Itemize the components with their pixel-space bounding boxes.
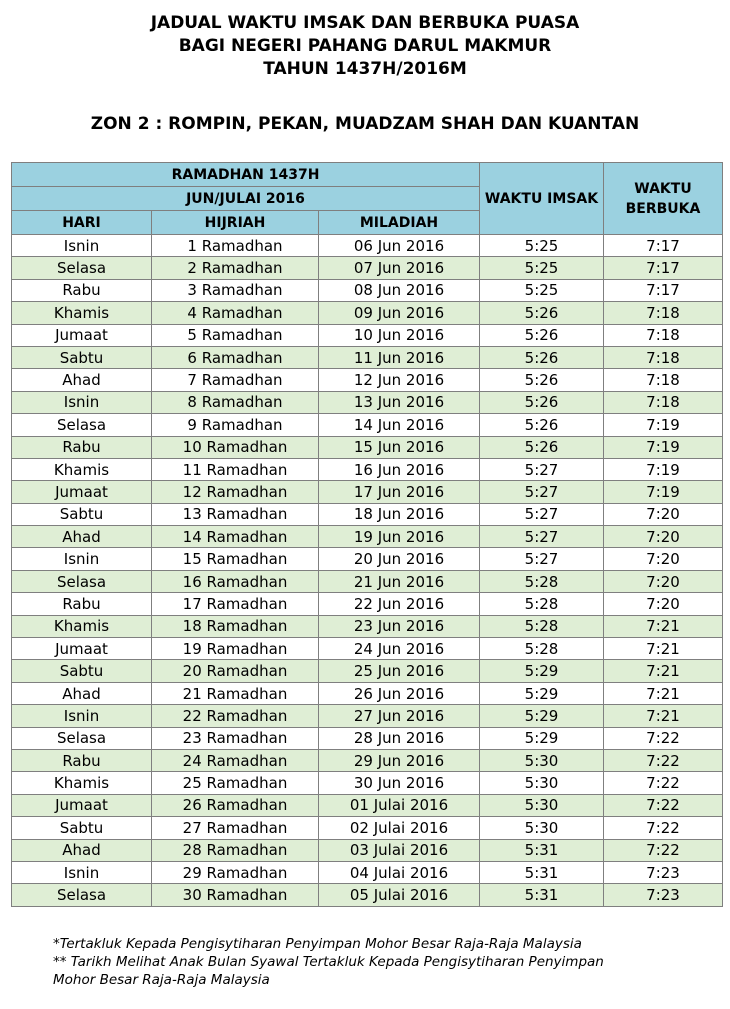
- hijriah-cell: 2 Ramadhan: [152, 257, 319, 279]
- hijriah-cell: 21 Ramadhan: [152, 682, 319, 704]
- hari-cell: Ahad: [12, 839, 152, 861]
- table-row: [12, 503, 723, 525]
- table-row: [12, 660, 723, 682]
- imsak-cell: 5:28: [480, 638, 604, 660]
- berbuka-cell: 7:22: [604, 749, 723, 771]
- schedule-table: [11, 162, 723, 907]
- imsak-cell: 5:26: [480, 369, 604, 391]
- miladiah-cell: 06 Jun 2016: [319, 235, 480, 257]
- hijriah-cell: 12 Ramadhan: [152, 481, 319, 503]
- berbuka-cell: 7:18: [604, 346, 723, 368]
- footnotes: [53, 935, 713, 989]
- hari-cell: Isnin: [12, 705, 152, 727]
- table-row: [12, 749, 723, 771]
- miladiah-cell: 01 Julai 2016: [319, 794, 480, 816]
- imsak-cell: 5:27: [480, 548, 604, 570]
- hari-cell: Rabu: [12, 279, 152, 301]
- hari-cell: Rabu: [12, 593, 152, 615]
- imsak-cell: 5:26: [480, 391, 604, 413]
- imsak-cell: 5:29: [480, 727, 604, 749]
- miladiah-cell: 14 Jun 2016: [319, 414, 480, 436]
- document-year: TAHUN 1437H/2016M: [263, 59, 467, 79]
- hari-cell: Khamis: [12, 772, 152, 794]
- imsak-cell: 5:31: [480, 884, 604, 906]
- hijriah-cell: 27 Ramadhan: [152, 817, 319, 839]
- table-row: [12, 727, 723, 749]
- table-row: [12, 861, 723, 883]
- imsak-cell: 5:30: [480, 749, 604, 771]
- berbuka-cell: 7:20: [604, 548, 723, 570]
- document-subtitle: BAGI NEGERI PAHANG DARUL MAKMUR: [178, 36, 552, 56]
- miladiah-cell: 08 Jun 2016: [319, 279, 480, 301]
- berbuka-cell: 7:23: [604, 861, 723, 883]
- hari-cell: Isnin: [12, 235, 152, 257]
- hijriah-cell: 16 Ramadhan: [152, 570, 319, 592]
- hijriah-cell: 19 Ramadhan: [152, 638, 319, 660]
- imsak-cell: 5:27: [480, 503, 604, 525]
- hijriah-cell: 23 Ramadhan: [152, 727, 319, 749]
- miladiah-cell: 25 Jun 2016: [319, 660, 480, 682]
- miladiah-cell: 02 Julai 2016: [319, 817, 480, 839]
- imsak-cell: 5:30: [480, 772, 604, 794]
- miladiah-cell: 27 Jun 2016: [319, 705, 480, 727]
- hijriah-cell: 17 Ramadhan: [152, 593, 319, 615]
- miladiah-cell: 05 Julai 2016: [319, 884, 480, 906]
- miladiah-cell: 13 Jun 2016: [319, 391, 480, 413]
- miladiah-cell: 07 Jun 2016: [319, 257, 480, 279]
- hijriah-cell: 7 Ramadhan: [152, 369, 319, 391]
- hari-cell: Sabtu: [12, 503, 152, 525]
- hijriah-cell: 28 Ramadhan: [152, 839, 319, 861]
- hari-cell: Ahad: [12, 682, 152, 704]
- imsak-cell: 5:25: [480, 235, 604, 257]
- hijriah-cell: 9 Ramadhan: [152, 414, 319, 436]
- imsak-cell: 5:28: [480, 593, 604, 615]
- hari-cell: Khamis: [12, 458, 152, 480]
- berbuka-cell: 7:21: [604, 705, 723, 727]
- hari-cell: Sabtu: [12, 660, 152, 682]
- hari-cell: Jumaat: [12, 638, 152, 660]
- hari-cell: Khamis: [12, 615, 152, 637]
- table-row: [12, 526, 723, 548]
- berbuka-header: WAKTU BERBUKA: [604, 163, 723, 235]
- table-row: [12, 436, 723, 458]
- table-row: [12, 302, 723, 324]
- imsak-cell: 5:25: [480, 279, 604, 301]
- hijriah-cell: 18 Ramadhan: [152, 615, 319, 637]
- hijriah-cell: 30 Ramadhan: [152, 884, 319, 906]
- hari-cell: Rabu: [12, 749, 152, 771]
- hijriah-cell: 6 Ramadhan: [152, 346, 319, 368]
- table-row: [12, 391, 723, 413]
- table-row: [12, 324, 723, 346]
- imsak-cell: 5:30: [480, 794, 604, 816]
- table-row: [12, 884, 723, 906]
- hari-cell: Ahad: [12, 526, 152, 548]
- table-row: [12, 548, 723, 570]
- hari-cell: Khamis: [12, 302, 152, 324]
- hari-cell: Sabtu: [12, 346, 152, 368]
- miladiah-cell: 15 Jun 2016: [319, 436, 480, 458]
- hijriah-header: HIJRIAH: [152, 211, 319, 235]
- imsak-header: WAKTU IMSAK: [480, 163, 604, 235]
- imsak-cell: 5:29: [480, 682, 604, 704]
- imsak-cell: 5:26: [480, 436, 604, 458]
- table-row: [12, 570, 723, 592]
- miladiah-cell: 10 Jun 2016: [319, 324, 480, 346]
- imsak-cell: 5:26: [480, 346, 604, 368]
- hari-cell: Jumaat: [12, 324, 152, 346]
- berbuka-cell: 7:20: [604, 593, 723, 615]
- miladiah-cell: 22 Jun 2016: [319, 593, 480, 615]
- berbuka-cell: 7:19: [604, 458, 723, 480]
- table-row: [12, 794, 723, 816]
- zone-heading: ZON 2 : ROMPIN, PEKAN, MUADZAM SHAH DAN KUANTAN: [90, 114, 640, 134]
- footnote-2: ** Tarikh Melihat Anak Bulan Syawal Tertakluk Kepada Pengisytiharan Penyimpan: [53, 954, 604, 970]
- berbuka-cell: 7:21: [604, 660, 723, 682]
- imsak-cell: 5:27: [480, 481, 604, 503]
- imsak-cell: 5:25: [480, 257, 604, 279]
- berbuka-cell: 7:19: [604, 481, 723, 503]
- berbuka-cell: 7:20: [604, 570, 723, 592]
- hari-cell: Isnin: [12, 861, 152, 883]
- hijriah-cell: 8 Ramadhan: [152, 391, 319, 413]
- miladiah-cell: 24 Jun 2016: [319, 638, 480, 660]
- table-row: [12, 458, 723, 480]
- miladiah-cell: 30 Jun 2016: [319, 772, 480, 794]
- imsak-cell: 5:26: [480, 324, 604, 346]
- miladiah-cell: 09 Jun 2016: [319, 302, 480, 324]
- hijriah-cell: 14 Ramadhan: [152, 526, 319, 548]
- miladiah-cell: 28 Jun 2016: [319, 727, 480, 749]
- miladiah-cell: 26 Jun 2016: [319, 682, 480, 704]
- hijriah-cell: 1 Ramadhan: [152, 235, 319, 257]
- hijriah-cell: 3 Ramadhan: [152, 279, 319, 301]
- hijriah-cell: 13 Ramadhan: [152, 503, 319, 525]
- imsak-cell: 5:29: [480, 705, 604, 727]
- schedule-rows: [12, 235, 723, 907]
- miladiah-cell: 12 Jun 2016: [319, 369, 480, 391]
- miladiah-cell: 11 Jun 2016: [319, 346, 480, 368]
- imsak-cell: 5:27: [480, 458, 604, 480]
- miladiah-cell: 20 Jun 2016: [319, 548, 480, 570]
- hari-cell: Selasa: [12, 257, 152, 279]
- hijriah-cell: 20 Ramadhan: [152, 660, 319, 682]
- miladiah-cell: 16 Jun 2016: [319, 458, 480, 480]
- hijriah-cell: 26 Ramadhan: [152, 794, 319, 816]
- hari-cell: Selasa: [12, 414, 152, 436]
- imsak-cell: 5:26: [480, 414, 604, 436]
- hijriah-cell: 4 Ramadhan: [152, 302, 319, 324]
- hari-cell: Sabtu: [12, 817, 152, 839]
- hari-cell: Selasa: [12, 570, 152, 592]
- berbuka-cell: 7:23: [604, 884, 723, 906]
- miladiah-cell: 04 Julai 2016: [319, 861, 480, 883]
- berbuka-cell: 7:17: [604, 279, 723, 301]
- table-row: [12, 414, 723, 436]
- hari-cell: Ahad: [12, 369, 152, 391]
- miladiah-cell: 17 Jun 2016: [319, 481, 480, 503]
- berbuka-cell: 7:22: [604, 772, 723, 794]
- table-row: [12, 705, 723, 727]
- ramadhan-header: RAMADHAN 1437H: [12, 163, 480, 187]
- miladiah-cell: 21 Jun 2016: [319, 570, 480, 592]
- imsak-cell: 5:29: [480, 660, 604, 682]
- hijriah-cell: 5 Ramadhan: [152, 324, 319, 346]
- berbuka-cell: 7:22: [604, 794, 723, 816]
- hari-cell: Jumaat: [12, 481, 152, 503]
- imsak-cell: 5:28: [480, 570, 604, 592]
- imsak-cell: 5:26: [480, 302, 604, 324]
- berbuka-cell: 7:21: [604, 682, 723, 704]
- miladiah-cell: 03 Julai 2016: [319, 839, 480, 861]
- berbuka-cell: 7:21: [604, 638, 723, 660]
- hijriah-cell: 29 Ramadhan: [152, 861, 319, 883]
- berbuka-cell: 7:17: [604, 257, 723, 279]
- table-row: [12, 279, 723, 301]
- table-row: [12, 772, 723, 794]
- table-row: [12, 839, 723, 861]
- hijriah-cell: 22 Ramadhan: [152, 705, 319, 727]
- table-row: [12, 235, 723, 257]
- table-row: [12, 481, 723, 503]
- berbuka-cell: 7:21: [604, 615, 723, 637]
- table-row: [12, 257, 723, 279]
- footnote-2-continued: Mohor Besar Raja-Raja Malaysia: [53, 972, 270, 988]
- miladiah-cell: 23 Jun 2016: [319, 615, 480, 637]
- berbuka-cell: 7:22: [604, 839, 723, 861]
- table-row: [12, 615, 723, 637]
- berbuka-cell: 7:18: [604, 302, 723, 324]
- berbuka-cell: 7:22: [604, 727, 723, 749]
- month-header: JUN/JULAI 2016: [12, 187, 480, 211]
- table-row: [12, 638, 723, 660]
- imsak-cell: 5:31: [480, 861, 604, 883]
- miladiah-header: MILADIAH: [319, 211, 480, 235]
- berbuka-cell: 7:20: [604, 503, 723, 525]
- table-row: [12, 682, 723, 704]
- miladiah-cell: 18 Jun 2016: [319, 503, 480, 525]
- footnote-1: *Tertakluk Kepada Pengisytiharan Penyimpan Mohor Besar Raja-Raja Malaysia: [53, 936, 582, 952]
- imsak-cell: 5:31: [480, 839, 604, 861]
- hari-cell: Rabu: [12, 436, 152, 458]
- imsak-cell: 5:30: [480, 817, 604, 839]
- hari-cell: Selasa: [12, 727, 152, 749]
- table-row: [12, 346, 723, 368]
- berbuka-cell: 7:19: [604, 436, 723, 458]
- hari-cell: Jumaat: [12, 794, 152, 816]
- hari-cell: Isnin: [12, 548, 152, 570]
- hijriah-cell: 15 Ramadhan: [152, 548, 319, 570]
- hijriah-cell: 11 Ramadhan: [152, 458, 319, 480]
- miladiah-cell: 19 Jun 2016: [319, 526, 480, 548]
- imsak-cell: 5:28: [480, 615, 604, 637]
- berbuka-cell: 7:18: [604, 324, 723, 346]
- hari-cell: Isnin: [12, 391, 152, 413]
- hijriah-cell: 10 Ramadhan: [152, 436, 319, 458]
- berbuka-cell: 7:19: [604, 414, 723, 436]
- table-row: [12, 369, 723, 391]
- hari-header: HARI: [12, 211, 152, 235]
- hijriah-cell: 24 Ramadhan: [152, 749, 319, 771]
- imsak-cell: 5:27: [480, 526, 604, 548]
- berbuka-cell: 7:22: [604, 817, 723, 839]
- document-title: JADUAL WAKTU IMSAK DAN BERBUKA PUASA: [150, 13, 580, 33]
- table-row: [12, 593, 723, 615]
- berbuka-cell: 7:18: [604, 369, 723, 391]
- berbuka-cell: 7:17: [604, 235, 723, 257]
- berbuka-cell: 7:20: [604, 526, 723, 548]
- miladiah-cell: 29 Jun 2016: [319, 749, 480, 771]
- hijriah-cell: 25 Ramadhan: [152, 772, 319, 794]
- berbuka-cell: 7:18: [604, 391, 723, 413]
- table-row: [12, 817, 723, 839]
- hari-cell: Selasa: [12, 884, 152, 906]
